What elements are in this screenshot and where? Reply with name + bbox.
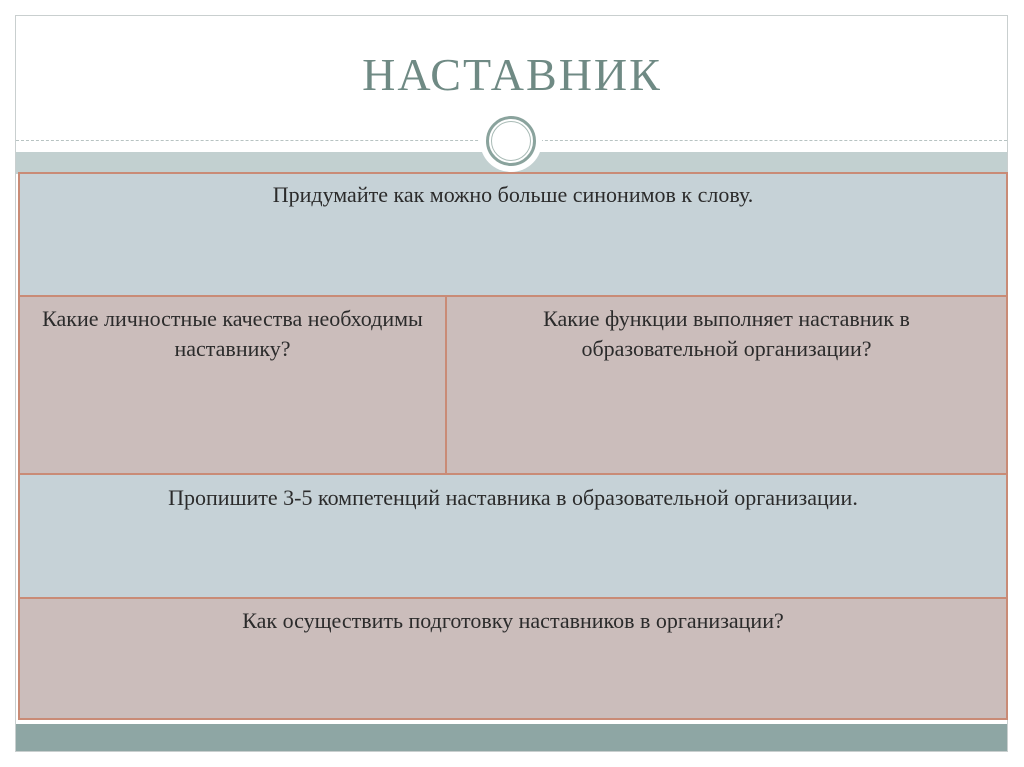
table-row: [19, 296, 1007, 474]
table-row: [19, 474, 1007, 597]
table-row: [19, 598, 1007, 719]
question-synonyms[interactable]: Придумайте как можно больше синонимов к слову.: [19, 173, 1007, 296]
question-mentor-functions[interactable]: Какие функции выполняет наставник в образовательной организации?: [446, 296, 1007, 474]
table-row: [19, 173, 1007, 296]
footer-band: [16, 724, 1007, 751]
questions-table: [18, 172, 1008, 720]
question-personal-qualities[interactable]: Какие личностные качества необходимы наставнику?: [19, 296, 446, 474]
slide-title: НАСТАВНИК: [362, 49, 662, 100]
question-competencies[interactable]: Пропишите 3-5 компетенций наставника в образовательной организации.: [19, 474, 1007, 597]
question-mentor-training[interactable]: Как осуществить подготовку наставников в организации?: [19, 598, 1007, 719]
circle-ornament-inner: [491, 121, 531, 161]
